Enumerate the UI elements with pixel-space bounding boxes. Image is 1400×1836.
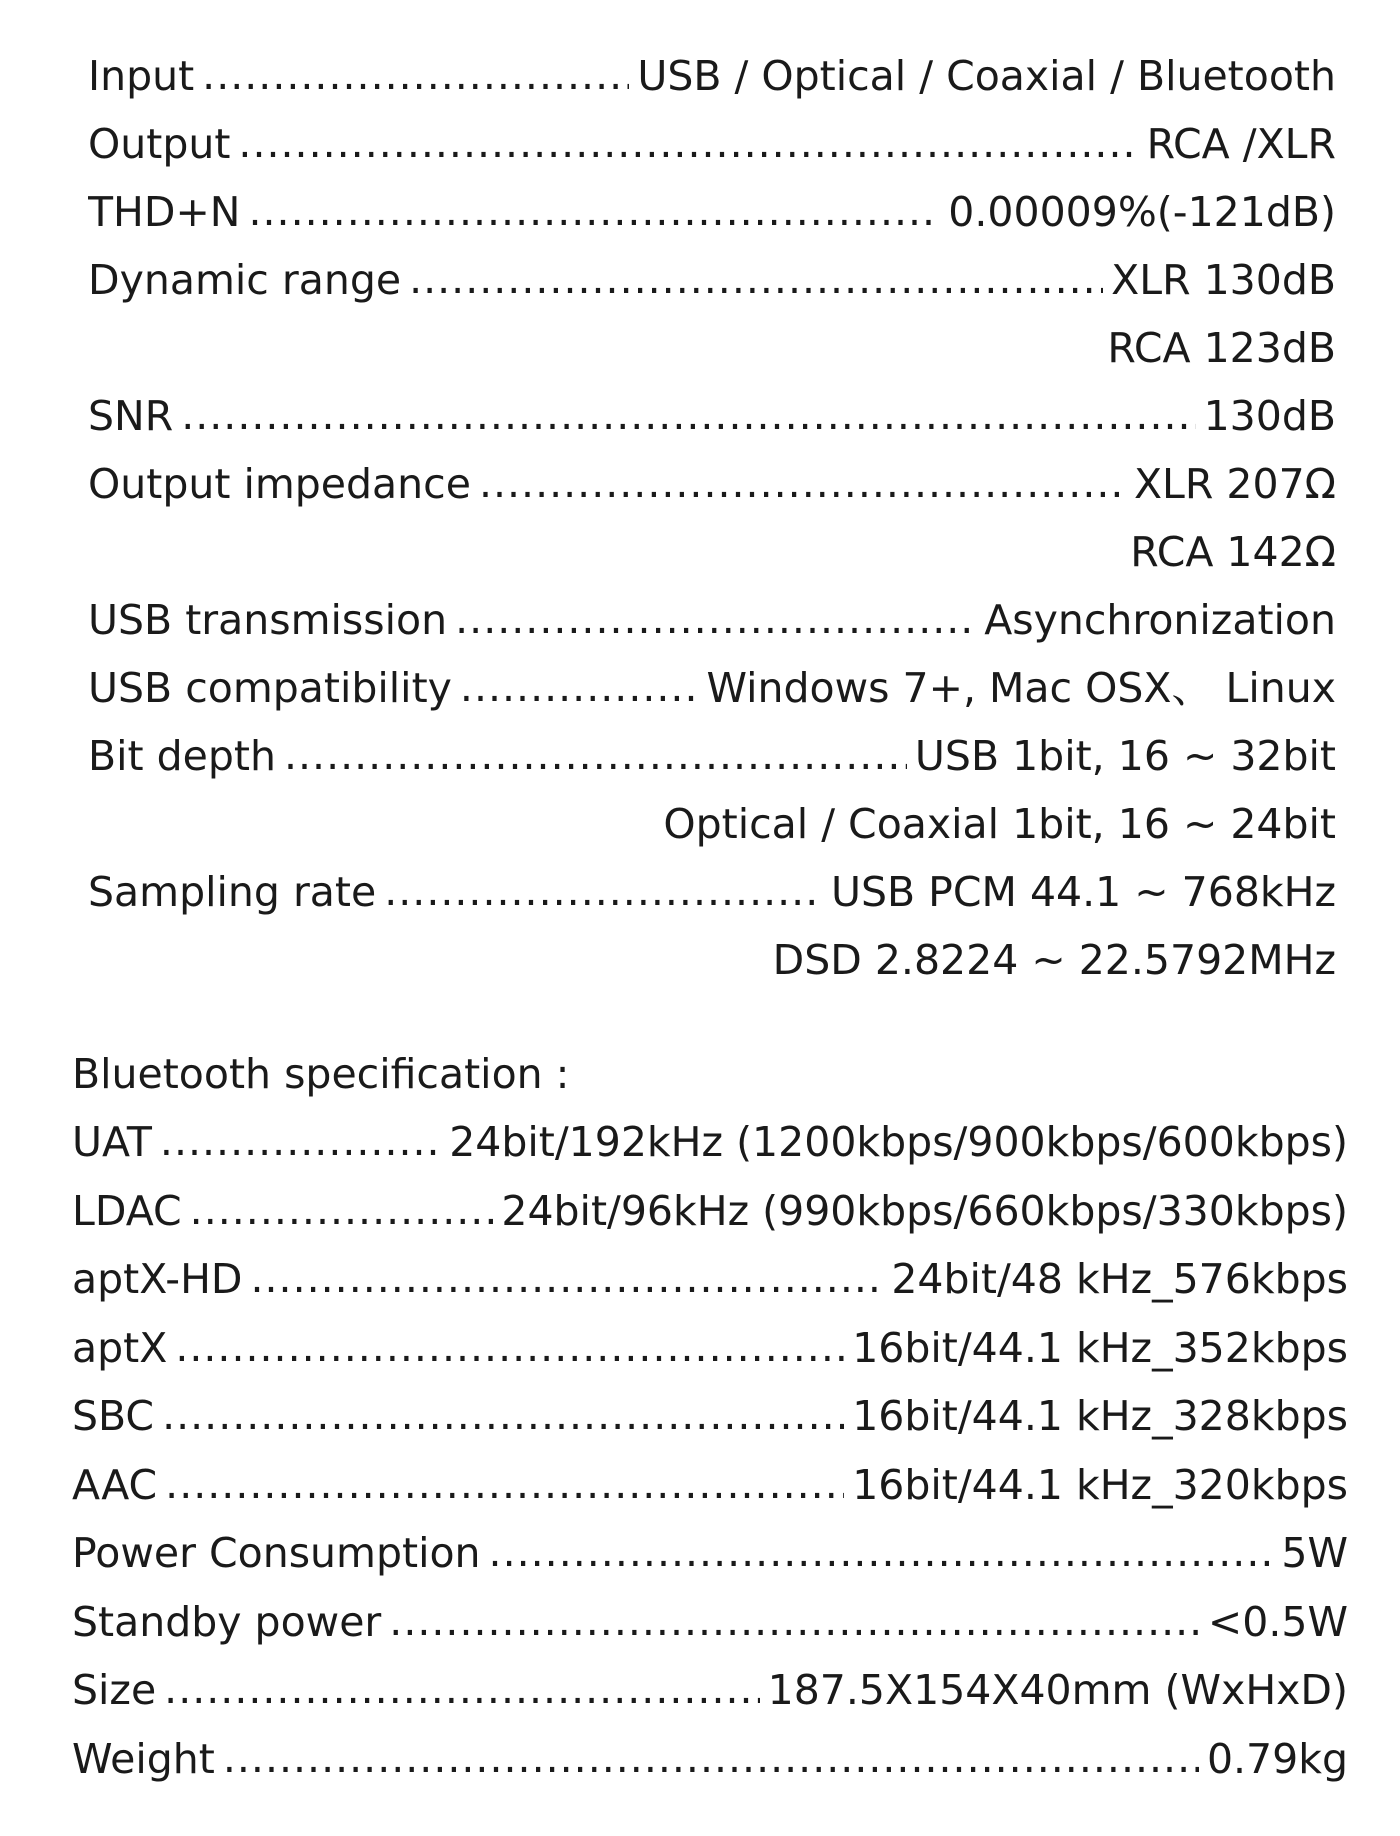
spec-row-input — [88, 42, 1336, 110]
spec-label: LDAC — [72, 1186, 182, 1235]
spec-row-output-impedance-rca — [88, 518, 1336, 586]
spec-value: 16bit/44.1 kHz_352kbps — [852, 1323, 1348, 1372]
spec-label: Standby power — [72, 1597, 382, 1646]
spec-row-sbc — [72, 1382, 1348, 1451]
spec-row-dynamic-range-rca — [88, 314, 1336, 382]
spec-label: USB transmission — [88, 596, 448, 644]
spec-value: 187.5X154X40mm (WxHxD) — [767, 1666, 1348, 1714]
spec-value: XLR 207Ω — [1133, 460, 1336, 508]
dot-leader — [175, 1314, 844, 1382]
dot-leader — [479, 450, 1126, 517]
spec-label: Output — [88, 120, 231, 168]
spec-label: AAC — [72, 1460, 158, 1509]
main-specs — [88, 42, 1336, 994]
dot-leader — [409, 246, 1103, 313]
spec-row-snr — [88, 382, 1336, 450]
spec-value: Optical / Coaxial 1bit, 16 ~ 24bit — [663, 800, 1336, 848]
spec-value: 5W — [1281, 1529, 1348, 1577]
spec-value: RCA 123dB — [1107, 324, 1336, 372]
spec-value: <0.5W — [1207, 1597, 1348, 1646]
spec-label: aptX-HD — [72, 1255, 243, 1303]
spec-row-sampling-rate — [88, 858, 1336, 926]
spec-label: Weight — [72, 1734, 215, 1783]
spec-row-dynamic-range — [88, 246, 1336, 314]
spec-label: Power Consumption — [72, 1529, 481, 1577]
spec-value: 130dB — [1203, 392, 1336, 440]
spec-row-weight — [72, 1725, 1348, 1794]
dot-leader — [455, 586, 976, 653]
spec-value: XLR 130dB — [1111, 256, 1336, 304]
spec-value: Asynchronization — [984, 596, 1336, 644]
spec-row-usb-compatibility — [88, 654, 1336, 722]
spec-value: 16bit/44.1 kHz_328kbps — [852, 1392, 1348, 1440]
spec-row-power-consumption — [72, 1519, 1348, 1588]
dot-leader — [165, 1451, 844, 1519]
spec-label: Input — [88, 52, 195, 100]
spec-value: USB / Optical / Coaxial / Bluetooth — [637, 52, 1336, 100]
spec-value: 24bit/48 kHz_576kbps — [891, 1255, 1348, 1303]
dot-leader — [284, 722, 907, 789]
spec-row-sampling-rate-dsd — [88, 926, 1336, 994]
spec-value: DSD 2.8224 ~ 22.5792MHz — [772, 936, 1336, 984]
spec-value: USB PCM 44.1 ~ 768kHz — [830, 868, 1336, 916]
spec-value: RCA 142Ω — [1130, 528, 1336, 576]
spec-row-bit-depth-optical — [88, 790, 1336, 858]
spec-label: Bit depth — [88, 732, 276, 780]
spec-row-standby-power — [72, 1588, 1348, 1657]
dot-leader — [460, 654, 699, 721]
spec-row-bit-depth — [88, 722, 1336, 790]
dot-leader — [202, 42, 629, 109]
spec-value: 0.79kg — [1206, 1734, 1348, 1783]
dot-leader — [160, 1108, 441, 1176]
spec-value: 0.00009%(-121dB) — [948, 188, 1336, 236]
spec-row-output-impedance — [88, 450, 1336, 518]
spec-value: Windows 7+, Mac OSX、 Linux — [706, 664, 1336, 712]
spec-label: Size — [72, 1666, 157, 1714]
spec-row-uat — [72, 1108, 1348, 1177]
bluetooth-heading: Bluetooth specification : — [72, 1050, 570, 1098]
dot-leader — [164, 1656, 759, 1724]
spec-label: THD+N — [88, 188, 241, 236]
spec-label: SBC — [72, 1392, 155, 1440]
dot-leader — [250, 1245, 883, 1313]
spec-label: Sampling rate — [88, 868, 377, 916]
spec-row-output — [88, 110, 1336, 178]
dot-leader — [489, 1519, 1274, 1587]
spec-value: 24bit/96kHz (990kbps/660kbps/330kbps) — [501, 1186, 1348, 1235]
spec-value: USB 1bit, 16 ~ 32bit — [914, 732, 1336, 780]
spec-label: aptX — [72, 1323, 168, 1372]
spec-row-aptx — [72, 1314, 1348, 1383]
spec-row-aac — [72, 1451, 1348, 1520]
spec-row-usb-transmission — [88, 586, 1336, 654]
dot-leader — [190, 1177, 494, 1245]
spec-row-ldac — [72, 1177, 1348, 1246]
dot-leader — [181, 382, 1195, 449]
spec-label: UAT — [72, 1118, 152, 1166]
bluetooth-specs — [72, 1040, 1348, 1793]
spec-value: 24bit/192kHz (1200kbps/900kbps/600kbps) — [449, 1118, 1348, 1166]
dot-leader — [162, 1382, 844, 1450]
spec-label: Output impedance — [88, 460, 471, 508]
spec-row-thdn — [88, 178, 1336, 246]
dot-leader — [389, 1588, 1200, 1656]
spec-label: USB compatibility — [88, 664, 452, 712]
spec-label: Dynamic range — [88, 256, 402, 304]
spec-label: SNR — [88, 392, 174, 440]
spec-row-size — [72, 1656, 1348, 1725]
dot-leader — [223, 1725, 1199, 1793]
dot-leader — [248, 178, 940, 245]
spec-value: RCA /XLR — [1146, 120, 1336, 168]
spec-row-aptx-hd — [72, 1245, 1348, 1314]
dot-leader — [384, 858, 823, 925]
dot-leader — [238, 110, 1138, 177]
spec-value: 16bit/44.1 kHz_320kbps — [852, 1460, 1348, 1509]
